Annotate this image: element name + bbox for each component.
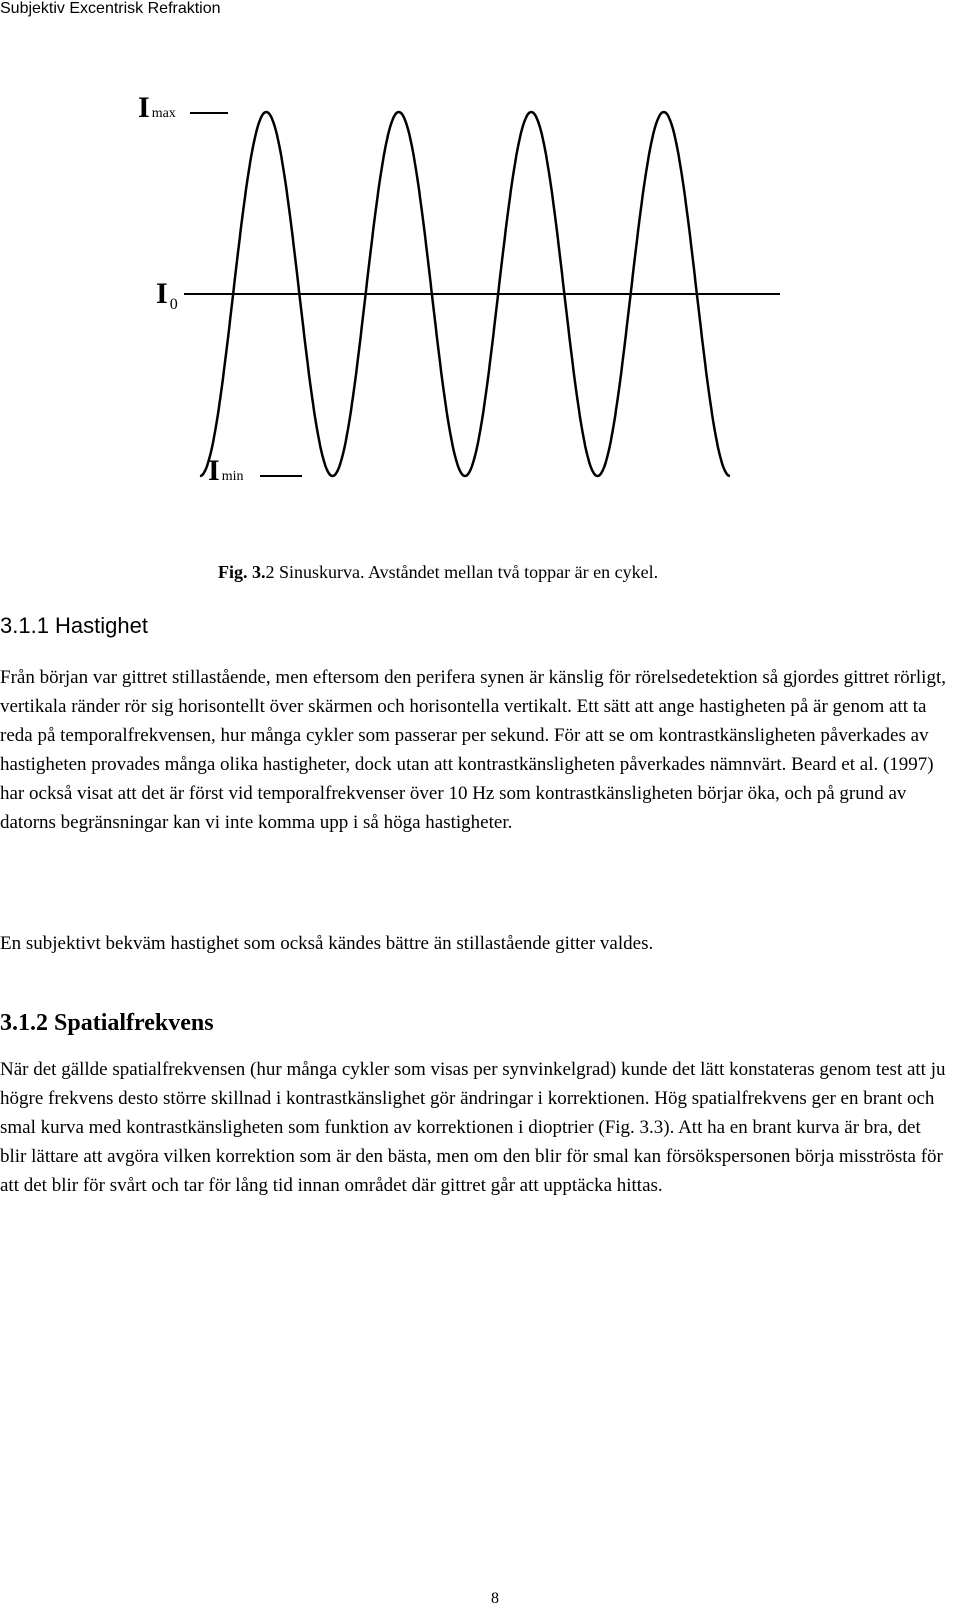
paragraph-spatialfrekvens: När det gällde spatialfrekvensen (hur många cykler som visas per synvinkelgrad) kunde det lätt konstateras genom test att ju högre frekvens desto större skillnad i kontrastkänslighet gör ändringar i korrektionen. Hög spatialfrekvens ger en brant och smal kurva med kontrastkänsligheten som funktion av korrektionen i dioptrier (Fig. 3.3). Att ha en brant kurva är bra, det blir lättare att avgöra vilken korrektion som är den bästa, men om den blir för smal kan försökspersonen börja misströsta för att det blir för svårt och tar för lång tid innan området där gittret går att upptäcka hittas. [0, 1059, 946, 1196]
sinus-figure [0, 0, 960, 600]
page-number: 8 [491, 1590, 499, 1607]
section-heading-spatialfrekvens: 3.1.2 Spatialfrekvens [0, 1010, 214, 1036]
running-header: Subjektiv Excentrisk Refraktion [0, 0, 221, 17]
figure-caption [218, 562, 658, 583]
imax-label: Imax [138, 91, 176, 124]
i0-label: I $_0$ [156, 277, 178, 313]
paragraph-hastighet-1: Från början var gittret stillastående, men eftersom den perifera synen är känslig för rörelsedetektion så gjordes gittret rörligt, vertikala ränder rör sig horisontellt över skärmen och horisontella vertikalt. Ett sätt att ange hastigheten på är genom att ta reda på temporalfrekvensen, hur många cykler som passerar per sekund. För att se om kontrastkänsligheten påverkades av hastigheten provades många olika hastigheter, dock utan att kontrastkänsligheten påverkades nämnvärt. Beard et al. (1997) har också visat att det är först vid temporalfrekvenser över 10 Hz som kontrastkänsligheten börjar öka, och på grund av datorns begränsningar kan vi inte komma upp i så höga hastigheter. [0, 667, 946, 833]
section-heading-hastighet: 3.1.1 Hastighet [0, 613, 148, 638]
paragraph-hastighet-2: En subjektivt bekväm hastighet som också kändes bättre än stillastående gitter valdes. [0, 933, 654, 954]
imin-label: Imin [208, 454, 244, 487]
caption-text: 2 Sinuskurva. Avståndet mellan två toppar är en cykel. [265, 562, 659, 582]
caption-number: Fig. 3. [218, 562, 266, 582]
sinus-curve-diagram [0, 0, 960, 560]
